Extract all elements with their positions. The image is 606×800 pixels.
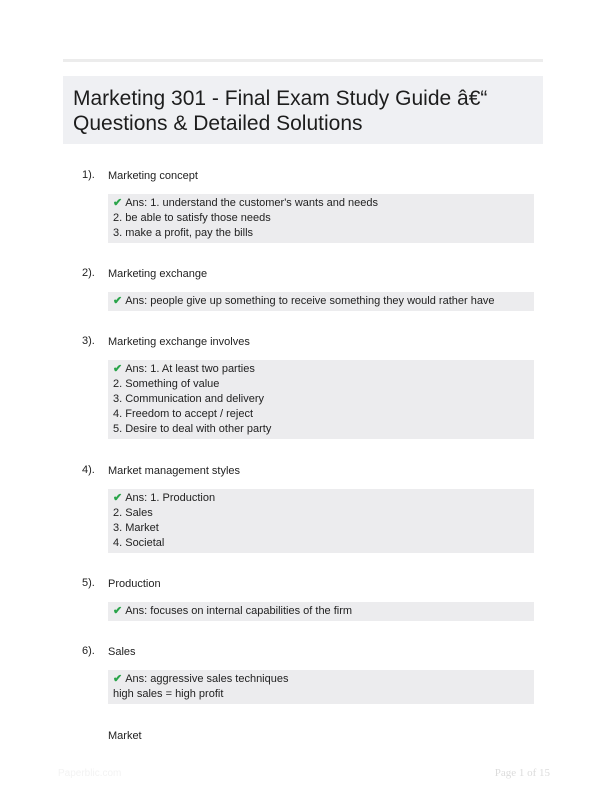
answer-text: 5. Desire to deal with other party xyxy=(113,423,272,435)
answer-line xyxy=(113,226,529,241)
answer-line xyxy=(113,294,529,309)
question-number: 3). xyxy=(82,335,95,347)
question-number: 6). xyxy=(82,645,95,657)
check-icon: ✔ xyxy=(113,492,123,504)
answer-text: 2. be able to satisfy those needs xyxy=(113,212,271,224)
check-icon: ✔ xyxy=(113,295,123,307)
answer-text: 2. Something of value xyxy=(113,378,220,390)
question-number: 4). xyxy=(82,464,95,476)
question-text: Production xyxy=(108,578,161,590)
answer-line xyxy=(113,211,529,226)
answer-text: Ans: people give up something to receive something they would rather have xyxy=(125,295,495,307)
check-icon: ✔ xyxy=(113,363,123,375)
question-number: 2). xyxy=(82,267,95,279)
check-icon: ✔ xyxy=(113,197,123,209)
answer-box xyxy=(108,292,534,311)
answer-text: Ans: aggressive sales techniques xyxy=(125,673,289,685)
answer-text: 3. Market xyxy=(113,522,159,534)
answer-text: high sales = high profit xyxy=(113,688,224,700)
answer-text: Ans: 1. understand the customer's wants and needs xyxy=(125,197,379,209)
page-title: Marketing 301 - Final Exam Study Guide â€“ Questions & Detailed Solutions xyxy=(73,87,488,135)
answer-text: 4. Freedom to accept / reject xyxy=(113,408,254,420)
answer-text: Ans: 1. At least two parties xyxy=(125,363,255,375)
answer-box xyxy=(108,670,534,704)
answer-text: Ans: focuses on internal capabilities of the firm xyxy=(125,605,353,617)
question-text: Marketing exchange involves xyxy=(108,336,250,348)
answer-line xyxy=(113,407,529,422)
answer-line xyxy=(113,422,529,437)
answer-text: 2. Sales xyxy=(113,507,153,519)
answer-line xyxy=(113,392,529,407)
top-divider xyxy=(63,59,543,62)
answer-line xyxy=(113,521,529,536)
answer-box xyxy=(108,489,534,553)
question-text: Marketing concept xyxy=(108,170,198,182)
answer-line xyxy=(113,362,529,377)
question-number: 5). xyxy=(82,577,95,589)
question-text: Sales xyxy=(108,646,136,658)
footer-page-number: Page 1 of 15 xyxy=(494,767,550,779)
answer-line xyxy=(113,377,529,392)
question-text: Market xyxy=(108,730,142,742)
answer-line xyxy=(113,604,529,619)
answer-box xyxy=(108,194,534,243)
footer-site: Paperblic.com xyxy=(58,768,122,779)
question-text: Market management styles xyxy=(108,465,241,477)
answer-line xyxy=(113,506,529,521)
check-icon: ✔ xyxy=(113,673,123,685)
answer-line xyxy=(113,687,529,702)
answer-line xyxy=(113,491,529,506)
answer-box xyxy=(108,602,534,621)
answer-text: 4. Societal xyxy=(113,537,165,549)
check-icon: ✔ xyxy=(113,605,123,617)
answer-line xyxy=(113,672,529,687)
question-number: 1). xyxy=(82,169,95,181)
answer-line xyxy=(113,196,529,211)
question-text: Marketing exchange xyxy=(108,268,208,280)
answer-text: Ans: 1. Production xyxy=(125,492,216,504)
answer-text: 3. make a profit, pay the bills xyxy=(113,227,254,239)
answer-line xyxy=(113,536,529,551)
answer-text: 3. Communication and delivery xyxy=(113,393,265,405)
title-box xyxy=(63,76,543,144)
answer-box xyxy=(108,360,534,439)
